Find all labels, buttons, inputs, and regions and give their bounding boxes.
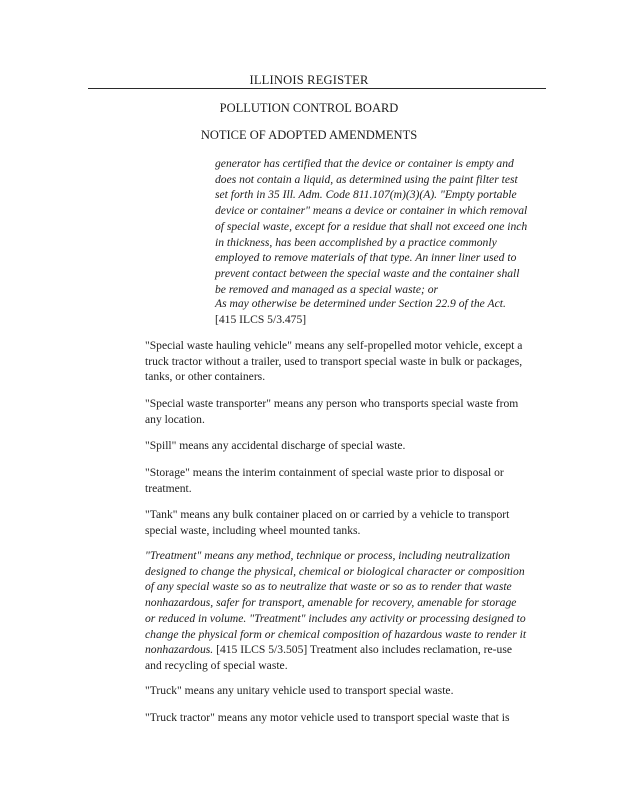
header-divider [88,88,546,89]
text-line: special waste, including wheel mounted tanks. [145,523,361,537]
text-line: "Truck tractor" means any motor vehicle used to transport special waste that is [145,711,510,724]
paragraph-section-22-9 [215,296,550,327]
definition-special-waste-hauling-vehicle [145,338,550,385]
text-line: truck tractor without a trailer, used to transport special waste in bulk or packages, [145,354,523,368]
text-line: device or container" means a device or container in which removal [215,204,528,218]
text-line: set forth in 35 Ill. Adm. Code 811.107(m)(3)(A). "Empty portable [215,188,517,202]
text-line: "Special waste transporter" means any person who transports special waste from [145,397,519,410]
text-line: treatment. [145,481,192,495]
text-line: designed to change the physical, chemical or biological character or composition [145,564,525,578]
definition-truck [145,683,550,699]
text-line: of any special waste so as to neutralize that waste or so as to render that waste [145,580,512,594]
text-line: of special waste, except for a residue that shall not exceed one inch [215,219,528,233]
text-line: change the physical form or chemical composition of hazardous waste to render it [145,627,527,641]
text-line: [415 ILCS 5/3.475] [215,312,307,326]
text-line: and recycling of special waste. [145,658,288,672]
text-line: "Tank" means any bulk container placed on or carried by a vehicle to transport [145,508,510,521]
register-title: ILLINOIS REGISTER [249,73,369,87]
text-line [145,642,550,658]
text-line: tanks, or other containers. [145,370,266,384]
text-line: "Storage" means the interim containment of special waste prior to disposal or [145,466,504,479]
text-line: As may otherwise be determined under Section 22.9 of the Act. [215,297,506,310]
definition-spill [145,438,550,454]
text-line: does not contain a liquid, as determined using the paint filter test [215,172,518,186]
definition-special-waste-transporter [145,396,550,427]
text-line: in thickness, has been accomplished by a practice commonly [215,235,497,249]
text-line: prevent contact between the special waste and the container shall [215,266,520,280]
text-fragment: [415 ILCS 5/3.505] Treatment also includes reclamation, re-use [213,643,512,657]
board-title: POLLUTION CONTROL BOARD [219,101,399,115]
text-line: "Special waste hauling vehicle" means any self-propelled motor vehicle, except a [145,339,523,352]
definition-treatment [145,548,550,674]
definition-storage [145,465,550,496]
definition-truck-tractor [145,710,550,726]
text-line: nonhazardous, safer for transport, amenable for recovery, amenable for storage [145,596,517,610]
text-line: employed to remove materials of that type. An inner liner used to [215,251,517,265]
text-line: "Truck" means any unitary vehicle used to transport special waste. [145,684,454,697]
text-line: "Spill" means any accidental discharge of special waste. [145,439,406,452]
paragraph-empty-container [215,156,550,297]
definition-tank [145,507,550,538]
text-line: be removed and managed as a special waste; or [215,282,439,296]
text-line: or reduced in volume. "Treatment" includes any activity or processing designed to [145,611,526,625]
text-fragment: nonhazardous. [145,643,214,657]
notice-title: NOTICE OF ADOPTED AMENDMENTS [200,128,418,142]
text-line: generator has certified that the device or container is empty and [215,157,514,170]
text-line: "Treatment" means any method, technique or process, including neutralization [145,549,511,562]
text-line: any location. [145,412,205,426]
